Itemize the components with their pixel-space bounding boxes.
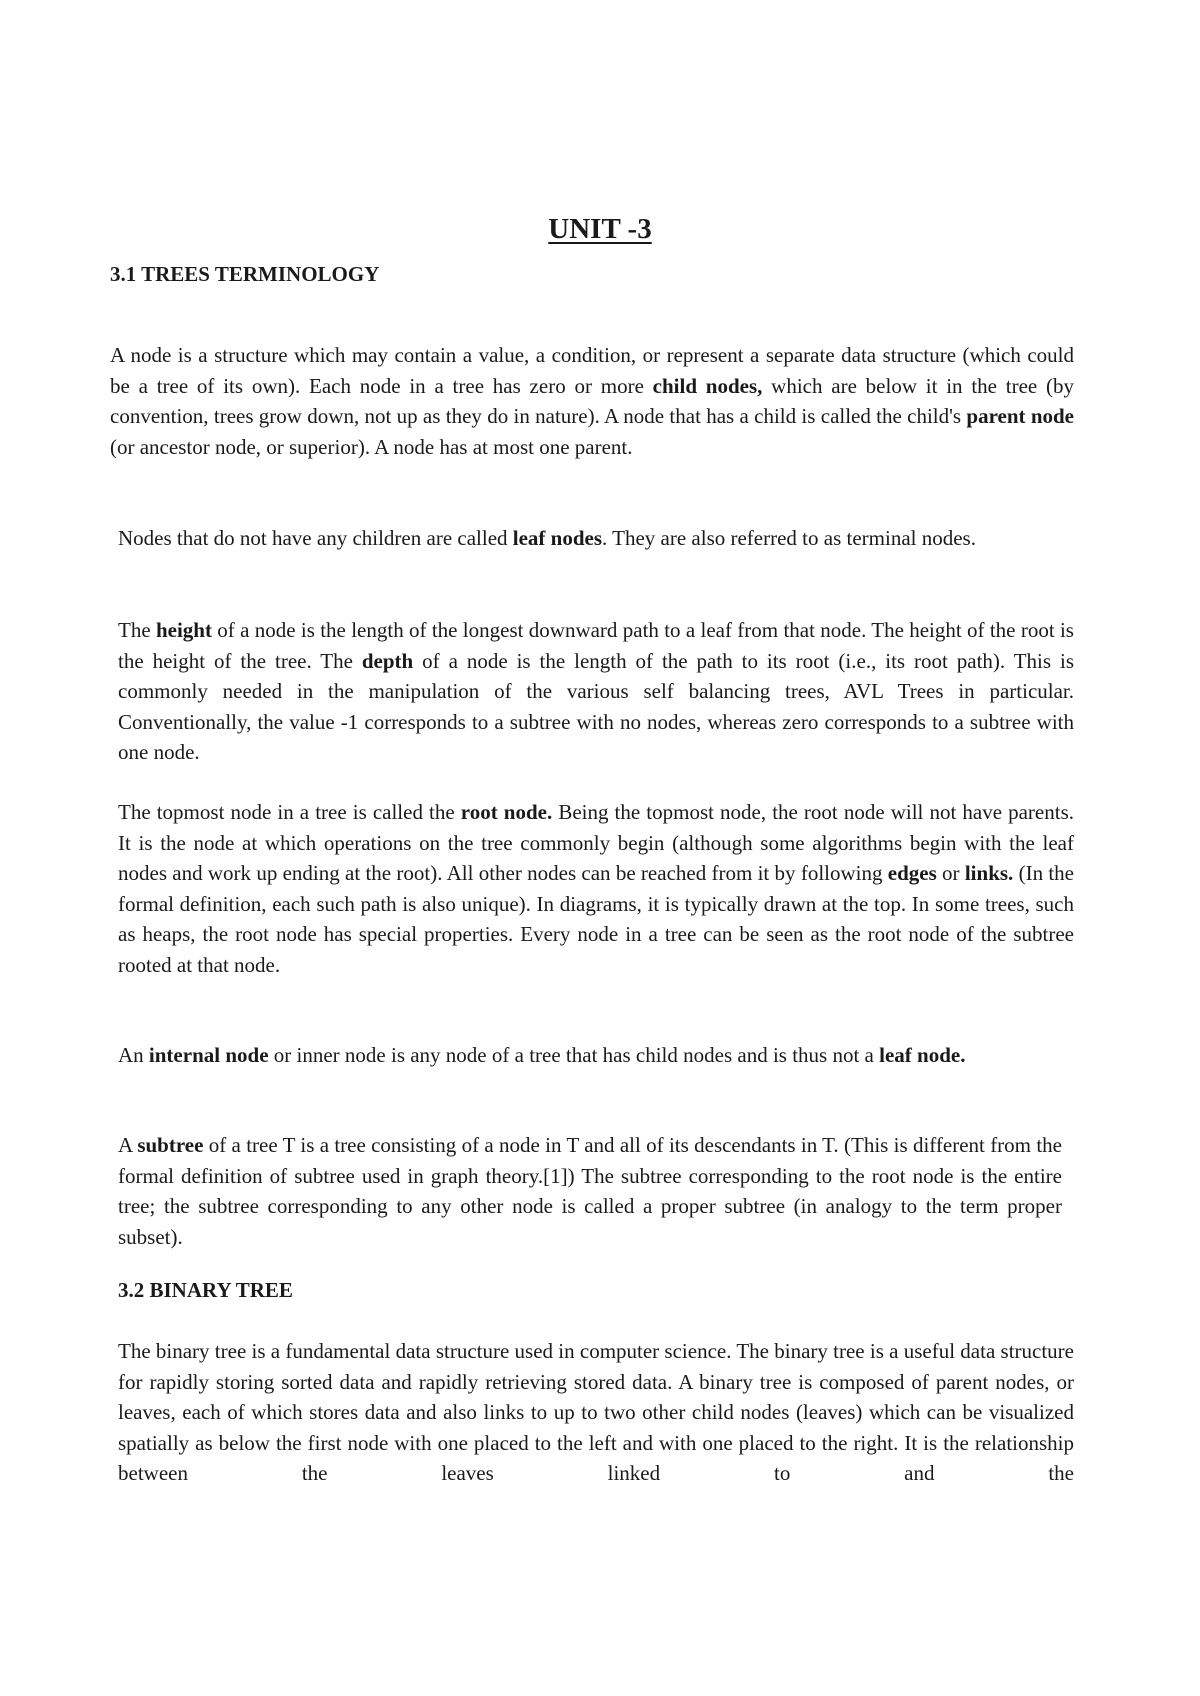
text-run: which are below it in the tree (by convention, trees grow down, not up as they do in nature). A node that has a child is called the child's [110,373,1075,428]
text-run: (In the formal definition, each such path is also unique). In diagrams, it is typically drawn at the top. In some trees, such as heaps, the root node has special properties. Every node in a tree can be seen as the root node of the subtree rooted at that node. [118,861,1074,977]
text-run: The [118,618,156,642]
bold-term: leaf nodes [512,526,603,550]
bold-term: subtree [137,1133,204,1157]
text-run: of a tree T is a tree consisting of a node in T and all of its descendants in T. (This is different from the formal definition of subtree used in graph theory.[1]) The subtree corresponding to the root node is the entire tree; the subtree corresponding to any other node is called a proper subtree (in analogy to the term proper subset). [118,1133,1062,1249]
bold-term: leaf node. [879,1043,966,1067]
text-run: Being the topmost node, the root node will not have parents. It is the node at which operations on the tree commonly begin (although some algorithms begin with the leaf nodes and work up ending at the root). All other nodes can be reached from it by following [118,800,1074,885]
paragraph-leaf-nodes [118,523,1074,554]
bold-term: height [155,618,212,642]
bold-term: root node. [460,800,553,824]
bold-term: parent node [966,404,1075,428]
bold-term: depth [361,648,414,673]
bold-term: links. [964,861,1014,885]
text-run: The topmost node in a tree is called the [118,800,461,824]
paragraph-node-definition [110,340,1074,462]
paragraph-internal-node [118,1040,1058,1071]
text-run: A [118,1133,138,1157]
paragraph-height-depth [118,615,1074,768]
text-run: or inner node is any node of a tree that has child nodes and is thus not a [268,1043,880,1067]
paragraph-binary-tree [118,1336,1074,1489]
text-run: (or ancestor node, or superior). A node has at most one parent. [110,434,633,459]
unit-title: UNIT -3 [548,213,652,245]
bold-term: internal node [148,1043,269,1067]
paragraph-root-node [118,797,1074,980]
section-heading-binary-tree: 3.2 BINARY TREE [118,1278,293,1302]
text-run: Nodes that do not have any children are called [118,526,513,550]
bold-term: child nodes, [652,373,763,398]
text-run: or [936,861,965,885]
text-run: An [118,1043,149,1067]
text-run: . They are also referred to as terminal nodes. [602,526,976,550]
paragraph-subtree [118,1130,1062,1252]
text-run: A node is a structure which may contain a value, a condition, or represent a separate data structure (which could be a tree of its own). Each node in a tree has zero or more [110,343,1074,398]
text-run: The binary tree is a fundamental data structure used in computer science. The binary tree is a useful data structure for rapidly storing sorted data and rapidly retrieving stored data. A binary tree is composed of parent nodes, or leaves, each of which stores data and also links to up to two other child nodes (leaves) which can be visualized spatially as below the first node with one placed to the left and with one placed to the right. It is the relationship between the leaves linked to and the [118,1339,1074,1485]
text-run: of a node is the length of the path to its root (i.e., its root path). This is commonly needed in the manipulation of the various self balancing trees, AVL Trees in particular. Conventionally, the value -1 corresponds to a subtree with no nodes, whereas zero corresponds to a subtree with one node. [118,648,1074,764]
section-heading-trees-terminology: 3.1 TREES TERMINOLOGY [110,262,380,286]
bold-term: edges [887,861,937,885]
text-run: of a node is the length of the longest downward path to a leaf from that node. The height of the root is the height of the tree. The [118,618,1074,673]
